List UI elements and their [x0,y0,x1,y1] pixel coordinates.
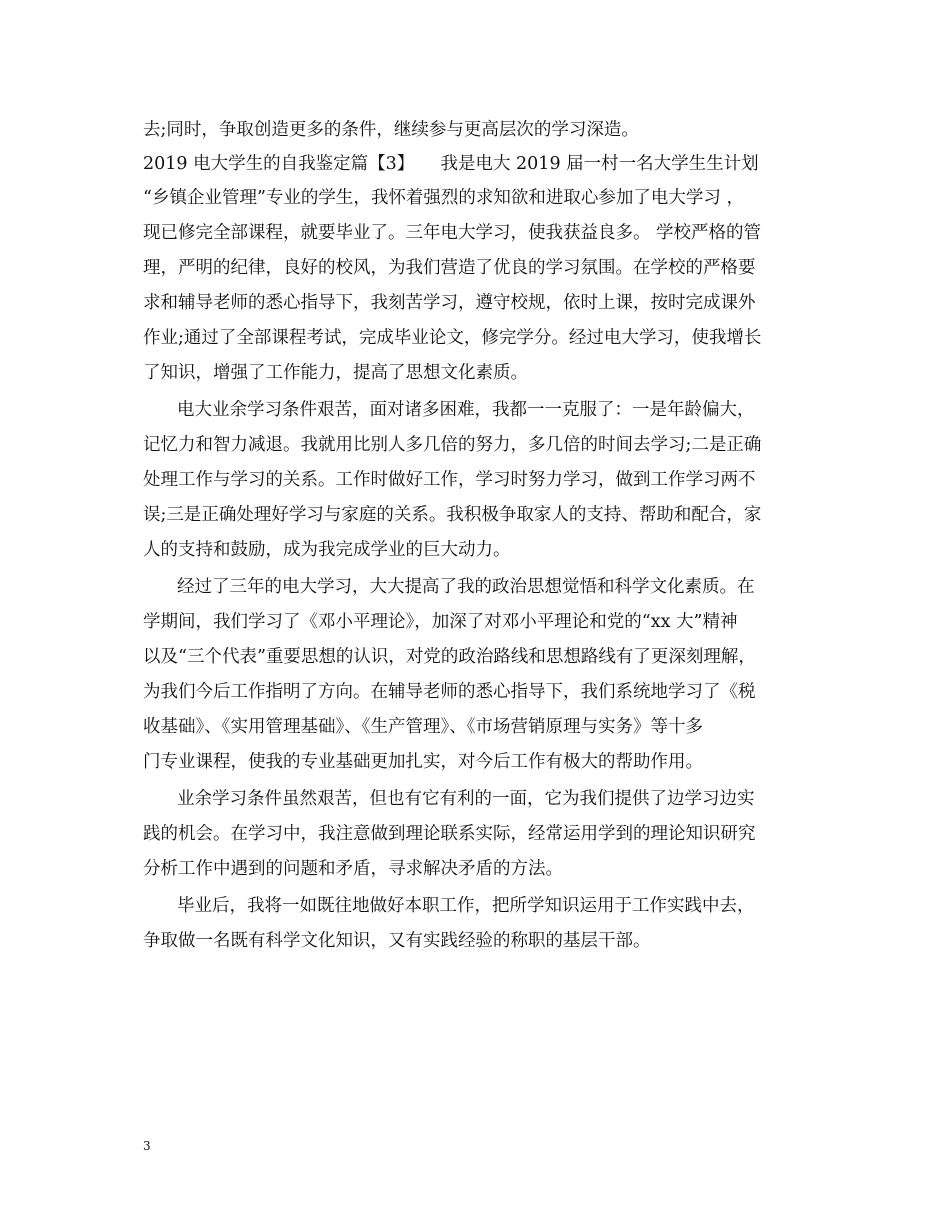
text-line: 误;三是正确处理好学习与家庭的关系。我积极争取家人的支持、帮助和配合，家 [143,505,762,525]
text-line: 理，严明的纪律，良好的校风，为我们营造了优良的学习氛围。在学校的严格要 [143,258,756,278]
text-line: 收基础》、《实用管理基础》、《生产管理》、《市场营销原理与实务》等十多 [143,717,703,737]
text-line: 处理工作与学习的关系。工作时做好工作，学习时努力学习，做到工作学习两不 [143,470,756,490]
text-line: 分析工作中遇到的问题和矛盾，寻求解决矛盾的方法。 [143,859,563,879]
text-line: “乡镇企业管理”专业的学生，我怀着强烈的求知欲和进取心参加了电大学习 ， [143,188,744,208]
text-line: 践的机会。在学习中，我注意做到理论联系实际，经常运用学到的理论知识研究 [143,824,756,844]
text-line: 现已修完全部课程，就要毕业了。三年电大学习，使我获益良多。 学校严格的管 [143,223,762,243]
text-line: 作业;通过了全部课程考试，完成毕业论文，修完学分。经过电大学习，使我增长 [143,328,762,348]
text-line: 为我们今后工作指明了方向。在辅导老师的悉心指导下，我们系统地学习了《税 [143,682,756,702]
paragraph-first-line: 电大业余学习条件艰苦，面对诸多困难，我都一一克服了：一是年龄偏大， [177,400,755,420]
paragraph-first-line: 毕业后，我将一如既往地做好本职工作，把所学知识运用于工作实践中去， [177,896,755,916]
paragraph-first-line: 经过了三年的电大学习，大大提高了我的政治思想觉悟和科学文化素质。在 [177,577,755,597]
text-line: 门专业课程，使我的专业基础更加扎实，对今后工作有极大的帮助作用。 [143,752,703,772]
text-line: 去;同时，争取创造更多的条件，继续参与更高层次的学习深造。 [143,120,639,140]
section-heading-line: 2019 电大学生的自我鉴定篇【3】 我是电大 2019 届一村一名大学生生计划 [143,154,759,174]
text-line: 争取做一名既有科学文化知识，又有实践经验的称职的基层干部。 [143,931,651,951]
text-line: 学期间，我们学习了《邓小平理论》，加深了对邓小平理论和党的“xx 大”精神 [143,612,738,632]
text-line: 人的支持和鼓励，成为我完成学业的巨大动力。 [143,540,511,560]
text-line: 求和辅导老师的悉心指导下，我刻苦学习，遵守校规，依时上课，按时完成课外 [143,293,756,313]
page-number: 3 [143,1139,151,1153]
paragraph-first-line: 业余学习条件虽然艰苦，但也有它有利的一面，它为我们提供了边学习边实 [177,789,755,809]
text-line: 以及“三个代表”重要思想的认识，对党的政治路线和思想路线有了更深刻理解， [143,647,756,667]
text-line: 了知识，增强了工作能力，提高了思想文化素质。 [143,363,528,383]
text-line: 记忆力和智力减退。我就用比别人多几倍的努力，多几倍的时间去学习;二是正确 [143,435,762,455]
